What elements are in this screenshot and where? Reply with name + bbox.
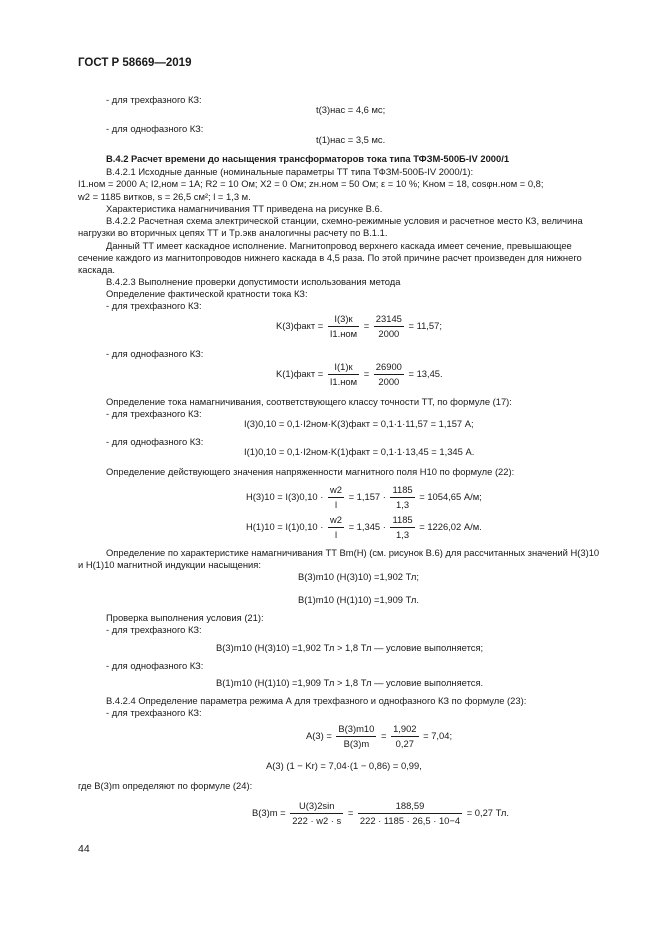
formula-line: B(3)m10 (H(3)10) =1,902 Тл; [298, 571, 419, 582]
formula-line: B(1)m10 (H(1)10) =1,909 Тл > 1,8 Тл — условие выполняется. [216, 677, 484, 688]
text-line: сечение каждого из магнитопроводов нижнего каскада в 4,5 раза. По этой причине расчет произведен для нижнего [78, 252, 582, 263]
text-line: - для однофазного КЗ: [106, 123, 204, 134]
text-line: В.4.2.4 Определение параметра режима А для трехфазного и однофазного КЗ по формуле (23): [106, 695, 527, 706]
equation-a3: A(3) = $\frac{B(3)m10}{B(3)m}$ = $\frac{1,902}{0,27}$ = 7,04; [306, 723, 453, 749]
text-line: - для однофазного КЗ: [106, 660, 204, 671]
formula-line: A(3) (1 − Kr) = 7,04·(1 − 0,86) = 0,99, [266, 760, 422, 771]
text-line: I1.ном = 2000 А; I2,ном = 1А; R2 = 10 Ом; X2 = 0 Ом; zн.ном = 50 Ом; ε = 10 %; Kном = 18, cosφн.ном = 0,8; [78, 178, 544, 189]
text-line: каскада. [78, 264, 116, 275]
document-header: ГОСТ Р 58669—2019 [78, 57, 192, 69]
text-line: - для однофазного КЗ: [106, 436, 204, 447]
text-line: Определение фактической кратности тока КЗ: [106, 288, 308, 299]
page-number: 44 [78, 843, 90, 855]
text-line: - для трехфазного КЗ: [106, 408, 202, 419]
text-line: Определение тока намагничивания, соответствующего классу точности ТТ, по формуле (17): [106, 396, 512, 407]
text-line: Проверка выполнения условия (21): [106, 612, 264, 623]
text-line: В.4.2.3 Выполнение проверки допустимости использования метода [106, 276, 401, 287]
text-line: Определение действующего значения напряженности магнитного поля H10 по формуле (22): [106, 466, 515, 477]
text-line: где B(3)m определяют по формуле (24): [78, 780, 253, 791]
formula-line: I(1)0,10 = 0,1·I2ном·K(1)факт = 0,1·1·13,45 = 1,345 А. [244, 446, 475, 457]
equation-h3: H(3)10 = I(3)0,10 · $\frac{w2}{l}$ = 1,157 · $\frac{1185}{1,3}$ = 1054,65 А/м; [246, 484, 482, 510]
text-line: - для трехфазного КЗ: [106, 624, 202, 635]
equation-h1: H(1)10 = I(1)0,10 · $\frac{w2}{l}$ = 1,345 · $\frac{1185}{1,3}$ = 1226,02 А/м. [246, 514, 482, 540]
formula-line: B(3)m10 (H(3)10) =1,902 Тл > 1,8 Тл — условие выполняется; [216, 642, 484, 653]
equation-k3: K(3)факт = $\frac{I(3)к}{\text{I1.ном}}$ = $\frac{23145}{2000}$ = 11,57; [276, 313, 442, 339]
text-line: w2 = 1185 витков, s = 26,5 см²; l = 1,3 м. [78, 191, 251, 202]
formula-line: B(1)m10 (H(1)10) =1,909 Тл. [298, 594, 419, 605]
formula-line: t(1)нас = 3,5 мс. [316, 134, 386, 145]
text-line: нагрузки во вторичных цепях ТТ и Tр.экв аналогичны расчету по В.1.1. [78, 227, 388, 238]
text-line: - для трехфазного КЗ: [106, 707, 202, 718]
formula-line: I(3)0,10 = 0,1·I2ном·K(3)факт = 0,1·1·11,57 = 1,157 А; [244, 418, 474, 429]
text-line: В.4.2.2 Расчетная схема электрической станции, схемно-режимные условия и расчетное место КЗ, величина [106, 215, 583, 226]
text-line: В.4.2.1 Исходные данные (номинальные параметры ТТ типа ТФЗМ-500Б-IV 2000/1): [106, 166, 474, 177]
text-line: Определение по характеристике намагничивания ТТ Bm(H) (см. рисунок В.6) для рассчитанных значений H(3)10 [106, 547, 600, 558]
text-line: Характеристика намагничивания ТТ приведена на рисунке В.6. [106, 203, 383, 214]
equation-k1: K(1)факт = $\frac{I(1)к}{\text{I1.ном}}$ = $\frac{26900}{2000}$ = 13,45. [276, 361, 443, 387]
section-heading: В.4.2 Расчет времени до насыщения трансформаторов тока типа ТФЗМ-500Б-IV 2000/1 [106, 153, 510, 164]
text-line: Данный ТТ имеет каскадное исполнение. Магнитопровод верхнего каскада имеет сечение, превышающее [106, 240, 572, 251]
text-line: - для трехфазного КЗ: [106, 300, 202, 311]
text-line: - для трехфазного КЗ: [106, 94, 202, 105]
text-line: - для однофазного КЗ: [106, 348, 204, 359]
equation-bm: B(3)m = $\frac{U(3)2\sin}{222 \cdot w2 \cdot s}$ = $\frac{188,59}{222 \cdot 1185 \cdot 26,5 \cdot 10-4}$ = 0,27 Тл. [252, 800, 509, 826]
formula-line: t(3)нас = 4,6 мс; [316, 104, 386, 115]
text-line: и H(1)10 магнитной индукции насыщения: [78, 559, 261, 570]
